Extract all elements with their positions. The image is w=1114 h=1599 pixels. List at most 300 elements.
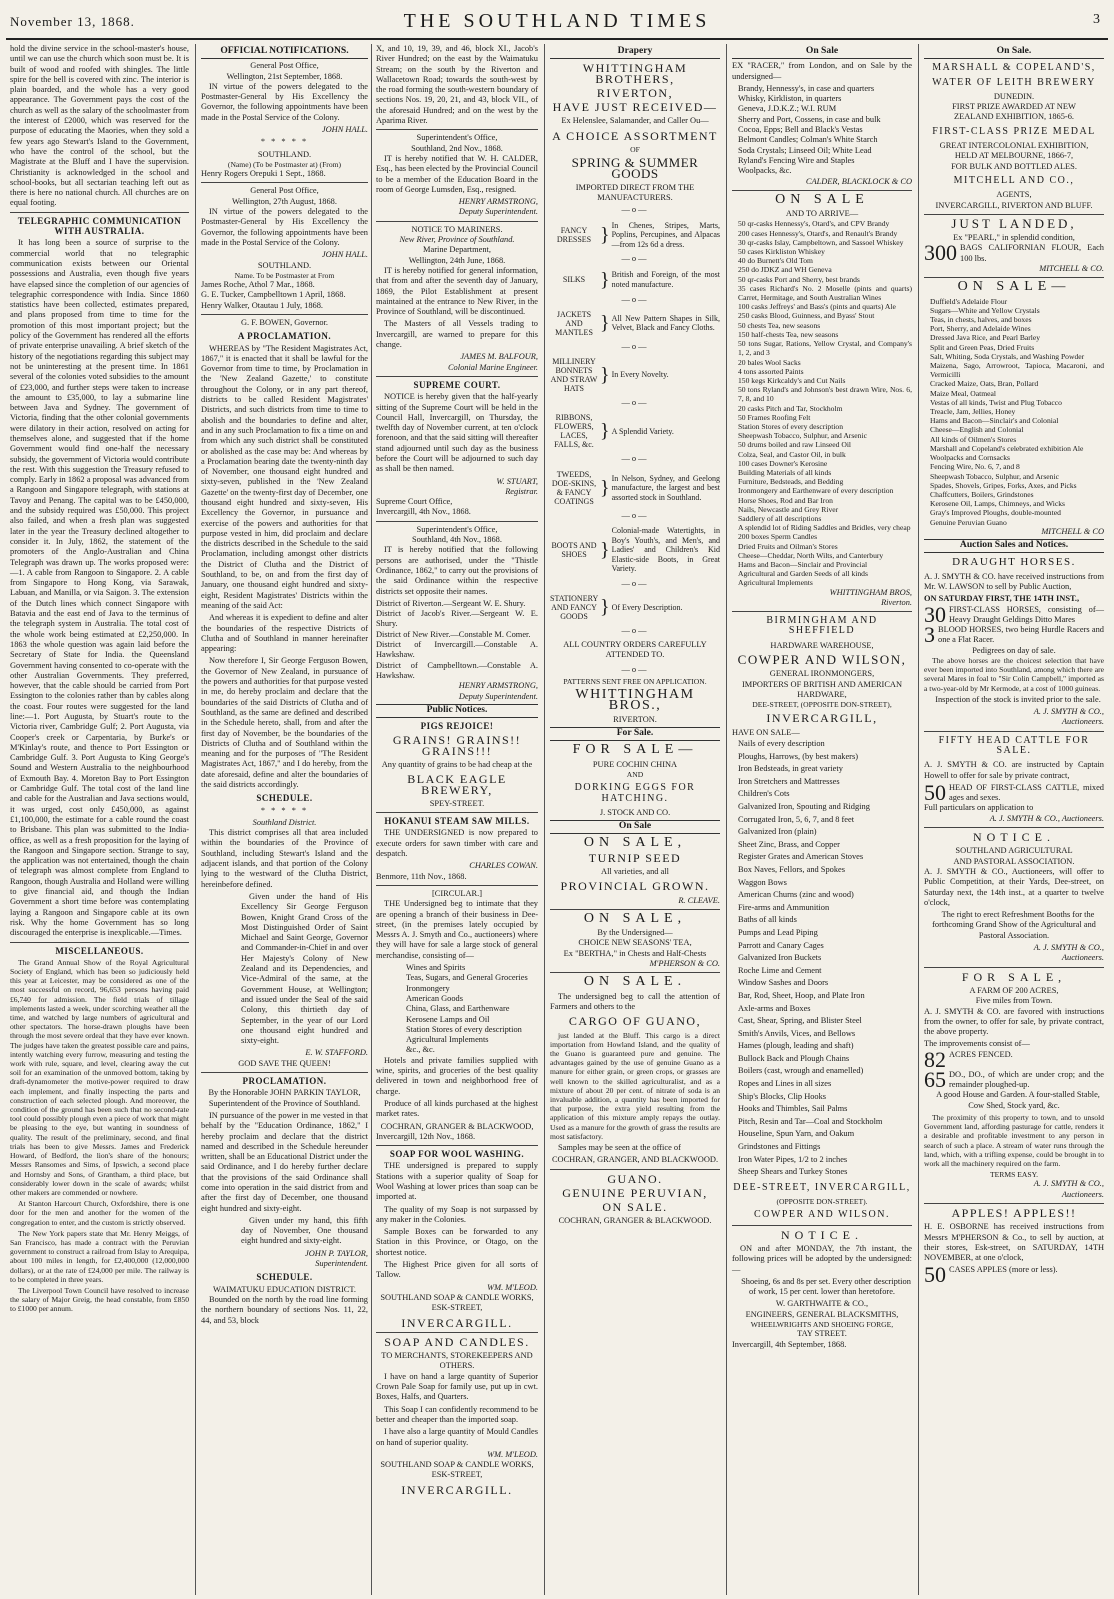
advert-signature-title: Auctioneers.	[1061, 953, 1104, 963]
masthead-rule	[6, 38, 1108, 40]
list-item: District of Jacob's River.—Sergeant W. E. Shury.	[376, 609, 538, 629]
list-item: Sheepwash Tobacco, Sulphur, and Arsenic	[738, 431, 867, 441]
proclamation-subheading: By the Honorable JOHN PARKIN TAYLOR, Superintendent of the Province of Southland.	[208, 1088, 361, 1108]
advert-signature: COCHRAN, GRANGER, AND BLACKWOOD.	[551, 1155, 719, 1165]
list-item: Parrott and Canary Cages	[738, 940, 824, 950]
notice-date: Wellington, 27th August, 1868.	[232, 196, 337, 206]
list-item: MILLINERY BONNETS AND STRAW HATS } In Every Novelty.	[550, 357, 669, 394]
section-heading: Auction Sales and Notices.	[924, 539, 1104, 553]
notice-signature: W. STUART,	[496, 476, 538, 486]
advert-text: HAVE ON SALE—	[732, 727, 800, 737]
notice-place: SOUTHLAND.	[257, 149, 312, 159]
advert-text: This Soap I can confidently recommend to be better and cheaper than the imported soap.	[376, 1404, 538, 1424]
divider	[924, 967, 1104, 968]
advert-signature: M'PHERSON & CO.	[649, 959, 720, 969]
advert-headline: FIFTY HEAD CATTLE FOR SALE.	[938, 734, 1090, 756]
article-text: The Grand Annual Show of the Royal Agricultural Society of England, which has been so judiciously held this year at Leicester, may be considered as one of the most successful on record, 96,653 persons having paid £6,740 for admission. The field trials of tillage implements lasted a week, under scorching weather all the time, and watched by large numbers of agricultural and other spectators. The horse-drawn ploughs have been through the most severe ordeal that they have ever known. The judges have taken the greatest possible care and pains, intently watching every furrow, measuring and testing the work with rule, square, and level, clearing away the cut soil for an examination of the unmoved bottom, taking by draft-dynamometer the motive-power required to draw each implement, and finally inspecting the parts and construction of each selected plough. And moreover, the condition of the ground has been such that no second-rate tool could possibly plough even a piece of work that might be pleasing to the eye, but wanting in soundness of quality. The result of the preliminary, second, and final trials has been to give Messrs. James and Frederick Howard, of Bedford, the lion's share of the honours; Messrs Ransomes and Sims, of Ipswich, a second place and Hornsby and Sons, of Grantham, a third place, but considerably lower down in the scale of awards; whilst other makers are commended or nowhere.	[10, 957, 189, 1197]
divider	[376, 521, 538, 522]
list-item: Port, Sherry, and Adelaide Wines	[930, 324, 1031, 334]
advert-text: By the Undersigned—	[597, 928, 673, 938]
notice-place: SOUTHLAND.	[257, 260, 312, 270]
column-1	[6, 44, 193, 1595]
advert-text: PATTERNS SENT FREE ON APPLICATION.	[563, 677, 707, 687]
quantity: 50	[924, 779, 946, 805]
list-item: Furniture, Bedsteads, and Bedding	[738, 477, 844, 487]
divider	[376, 1145, 538, 1146]
list-item: Nails of every description	[738, 739, 825, 749]
advert-signature-title: Auctioneers.	[1061, 717, 1104, 727]
divider	[10, 212, 189, 213]
notice-date: Wellington, 24th June, 1868.	[408, 255, 506, 265]
advert-headline: NOTICE.	[781, 1227, 863, 1242]
list-item: Salt, Whiting, Soda Crystals, and Washing Powder	[930, 351, 1085, 361]
list-item: 250 do JDKZ and WH Geneva	[738, 265, 832, 275]
list-item: Ropes and Lines in all sizes	[738, 1079, 832, 1089]
advert-firm: MITCHELL AND CO.,	[953, 174, 1075, 186]
advert-text: A. J. SMYTH & CO. have received instructions from Mr. W. LAWSON to sell by Public Auction,	[924, 571, 1104, 591]
advert-text: WHEELWRIGHTS AND SHOEING FORGE,	[750, 1320, 894, 1329]
list-item: Waggon Bows	[738, 877, 787, 887]
advert-text: GENERAL IRONMONGERS,	[769, 669, 875, 679]
advert-signature: COCHRAN, GRANGER & BLACKWOOD.	[558, 1216, 712, 1226]
advert-heading: PIGS REJOICE!	[420, 721, 494, 732]
list-item: Galvanized Iron (plain)	[738, 827, 817, 837]
list-item: District of Riverton.—Sergeant W. E. Shury.	[376, 598, 526, 608]
notice-date: Wellington, 21st September, 1868.	[226, 71, 343, 81]
list-item: STATIONERY AND FANCY GOODS } Of Every Description.	[550, 593, 683, 621]
advert-headline: ON SALE,	[583, 835, 687, 851]
advert-text: A good House and Garden. A four-stalled Stable, Cow Shed, Stock yard, &c.	[936, 1090, 1100, 1110]
advert-date: Benmore, 11th Nov., 1868.	[376, 871, 467, 881]
advert-text: AND	[626, 770, 644, 780]
advert-firm: MARSHALL & COPELAND'S,	[932, 62, 1096, 74]
advert-firm: WHITTINGHAM BROS.,	[575, 687, 695, 713]
list-item: Maize Meal, Oatmeal	[930, 388, 996, 398]
list-item: Iron Stretchers and Mattresses	[738, 776, 840, 786]
divider	[10, 942, 189, 943]
list-item: RIBBONS, FLOWERS, LACES, FALLS, &c. } A Splendid Variety.	[554, 413, 674, 450]
list-item: 200 cases Hennessy's, Otard's, and Renault's Brandy	[738, 228, 898, 238]
advert-text: HEAD OF FIRST-CLASS CATTLE, mixed ages and sexes.	[949, 782, 1104, 803]
issue-date: November 13, 1868.	[10, 14, 135, 29]
advert-headline: ON SALE—	[957, 279, 1071, 295]
advert-signature: MITCHELL & CO.	[1039, 264, 1104, 274]
advert-address: SPEY-STREET.	[429, 798, 485, 808]
advert-signature: A. J. SMYTH & CO.,	[1033, 1179, 1104, 1189]
divider	[201, 314, 368, 315]
list-item: Woolpacks and Cornsacks	[930, 453, 1010, 463]
list-item: Treacle, Jam, Jellies, Honey	[930, 407, 1016, 417]
section-heading: OFFICIAL NOTIFICATIONS.	[201, 46, 368, 59]
list-item: Agricultural Implements	[738, 578, 813, 588]
list-item: District of Invercargill.—Constable A. Hawkshaw.	[376, 640, 538, 660]
advert-text: I have also a large quantity of Mould Candles on hand of superior quality.	[376, 1427, 538, 1447]
quantity: 3	[924, 622, 935, 648]
advert-text: Ex "PEARL," in splendid condition,	[953, 233, 1075, 243]
list-item: China, Glass, and Earthenware	[406, 1004, 510, 1014]
article-continuation: hold the divine service in the school-master's house, until we can use the church which soon must be. It is built of wood and roofed with shingles. The little spire for the bell is covered with zinc. The interior is plain boarded, and the whole has a very good appearance. The Government pays the cost of the church as well as the salary of the schoolmaster from the interest of £2000, which was reserved for the purpose of educating the Maories, when they sold a few years ago Stewart's Island to the Government, who have the control of the school, but the Magistrate at the Bluff and I have the supervision. Christianity is acknowledged in the school and school-books, but all sectarian teaching left out as there is here no national church. All churches are on equal footing.	[10, 44, 189, 208]
list-item: Colza, Seal, and Castor Oil, in bulk	[738, 449, 846, 459]
column-4	[546, 44, 724, 1595]
list-item: Fencing Wire, No. 6, 7, and 8	[930, 462, 1020, 472]
advert-address: DEE-STREET, (OPPOSITE DON-STREET),	[752, 700, 892, 710]
advert-text: The undersigned beg to call the attention of Farmers and others to the	[550, 991, 720, 1011]
advert-signature: WM. M'LEOD.	[487, 1282, 538, 1292]
list-item: Ryland's Fencing Wire and Staples	[738, 155, 855, 165]
separator: —o—	[621, 454, 649, 464]
notice-office: Supreme Court Office,	[376, 497, 453, 507]
advert-town: INVERCARGILL,	[766, 711, 878, 726]
advert-text: EX "RACER," from London, and on Sale by the undersigned—	[732, 61, 912, 81]
list-item: 40 do Burnett's Old Tom	[738, 256, 813, 266]
advert-headline: SPRING & SUMMER GOODS	[571, 155, 699, 181]
advert-firm: WHITTINGHAM BROTHERS,	[582, 61, 688, 86]
advert-text: Pedigrees on day of sale.	[972, 645, 1056, 655]
advert-town: RIVERTON.	[613, 714, 657, 724]
list-item: Sheepwash Tobacco, Sulphur, and Arsenic	[930, 471, 1059, 481]
advert-headline: TURNIP SEED	[588, 850, 682, 865]
list-item: SILKS } British and Foreign, of the most noted manufacture.	[562, 268, 720, 291]
proclamation-text: IN pursuance of the power in me vested in that behalf by the "Education Ordinance, 1862," I hereby proclaim and declare that the district named and described in the Schedule hereunder written, shall be an Educational District under the said Ordinance, and I do hereby further declare that the provisions of the said Ordinance shall come into operation in the said district from and after the first day of December, one thousand eight hundred and sixty-eight.	[201, 1110, 368, 1213]
notice-text: IN virtue of the powers delegated to the Postmaster-General by His Excellency the Governor, the following appointments have been made in the Postal Service of the Colony.	[201, 81, 368, 122]
separator: —o—	[621, 578, 649, 588]
advert-date: Invercargill, 12th Nov., 1868.	[376, 1131, 476, 1141]
advert-headline: FIRST-CLASS PRIZE MEDAL	[932, 125, 1096, 137]
advert-date: Invercargill, 4th September, 1868.	[732, 1339, 847, 1349]
advert-firm: BLACK EAGLE BREWERY,	[407, 772, 507, 797]
notice-text: IT is hereby notified for general information, that from and after the seventh day of January, 1869, the Pilot Establishment at present maintained at the entrance to New River, in the Province of Southland, will be discontinued.	[376, 265, 538, 317]
advert-subheading: TO MERCHANTS, STOREKEEPERS AND OTHERS.	[381, 1351, 533, 1371]
list-item: Cheese—English and Colonial	[930, 425, 1024, 435]
advert-text: BAGS CALIFORNIAN FLOUR, Each 100 lbs.	[960, 243, 1104, 263]
proclamation-text: And whereas it is expedient to define and alter the boundaries of the respective Districts of Clutha and of Southland in manner hereinafter appearing:	[201, 613, 368, 654]
advert-text: A FARM OF 200 ACRES,	[969, 985, 1059, 995]
list-item: 35 cases Richard's No. 2 Moselle (pints and quarts) Carret, Hermitage, and South Australian Wines	[738, 283, 912, 303]
list-item: BOOTS AND SHOES } Colonial-made Watertights, in Boy's Youth's, and Men's, and Ladies' and Children's Kid Elastic-side Boots, in Great Variety.	[551, 526, 720, 574]
article-text: It has long been a source of surprise to the commercial world that no telegraphic communication exists between our Oriental possessions and Australia, even though five years have elapsed since the completion of our agencies of telegraphic correspondence with India. Since 1860 statistics have been collected, estimates prepared, and plans proposed from time to time for the promotion of this most important project; but the policy of the Government has rendered all the efforts of private enterprise unavailing. A brief sketch of the history of the negotiations regarding this subject may not be uninteresting at the present time. In 1861 several of the colonies voted subsidies to the amount of £23,000, and further steps were taken to increase the amount to £35,000, to lay a submarine line between Java and Sydney. The government of Victoria, finding that the other colonial governments were dilatory in their action, resolved on acting for themselves alone, and suggested that if the home Government would find one-half the necessary subsidy, the government of Victoria would contribute the rest. With this suggestion the Treasury refused to comply. Early in 1862 a proposal was advanced from a Rangoon and Singapore telegraph, with stations at Tavoy and Penang. The capital was to be £450,000, and the subsidy required was £50,000. This project also failed, and when a fresh plan was suggested later in the year the Treasury declined altogether to consider it. In July, 1862, the statement of the promoters of the Anglo-Australian and China Telegraph was drawn up. The works proposed were:—1. A cable from Rangoon to Singapore. 2. A cable from Singapore to Hong Kong, via Sarawak, Labuan, and Manilla, or via Saigon. 3. The extension of the Dutch lines which connect Singapore with Batavia and the east end of Java to the terminus of the telegraph system in Australia. The total cost of the whole work being estimated at £2,250,000. In 1863 the whole question was again laid before the Secretary of State for India. the Queensland Government having consented to co-operate with the other Australian Governments. They preferred, however, that the cable should be carried from Port Essington to the colonies rather than by cables along the coast. Four routes were suggested for the land line:—1. Port Augusta, by Stuart's route to the Victoria river, Cambridge Gulf; 2. Port Augusta, via Cooper's creek or Carpentaria, by Burke's or M'Kinlay's route, and thence to Port Essington or Cambridge Gulf. 3. Port Augusta to King George's Sound and Western Australia to the neighbourhood of Exmouth Bay. 4. Moreton Bay to Port Essington or Cambridge Gulf. The total cost of the land line and cable for the Australian and Java sections would, it was urged, cost only £450,000, as against £1,100,000, the estimate for a cable round the coast to Brisbane. This plan was submitted to the India-office, as well as a fresh proposition for the laying of the Rangoon and Singapore section. Strange to say, the application was not entertained, though the chain of telegraph was almost complete from England to Rangoon, though Australia and Holland were willing to give financial aid, and though the Indian Government a short time before was contemplating laying a Rangoon and Singapore cable at its own risk. Why the home Government has so long discouraged the enterprise is inexplicable.—Times.	[10, 238, 189, 938]
list-item: Teas, in chests, halves, and boxes	[930, 315, 1032, 325]
advert-text: Ex Helenslee, Salamander, and Caller Ou—	[561, 116, 709, 126]
list-item: Hams and Bacon—Sinclair and Provincial	[738, 559, 868, 569]
separator: —o—	[621, 294, 649, 304]
advert-firm: SOUTHLAND SOAP & CANDLE WORKS,	[380, 1292, 534, 1302]
notice-office: General Post Office,	[250, 61, 319, 71]
separator: —o—	[621, 398, 649, 408]
notice-signature-title: Deputy Superintendent.	[458, 207, 538, 217]
advert-town: DUNEDIN.	[993, 91, 1035, 101]
advert-text: ON and after MONDAY, the 7th instant, the following prices will be adopted by the undersigned:—	[732, 1243, 912, 1274]
list-item: Hams and Bacon—Sinclair's and Colonial	[930, 416, 1059, 426]
proclamation-text: Now therefore I, Sir George Ferguson Bowen, the Governor of New Zealand, in pursuance of the powers and authorities for that purpose vested in me, do hereby proclaim and declare that the boundaries of the said Districts of Clutha and of Southland, as the same are defined and described in the Schedule hereto, shall, from and after the first day of November, be the boundaries of the Districts of Clutha and of Southland within the meaning and for the purposes of "The Resident Magistrates Act, 1867," and I do hereby, from the date aforesaid, define and alter the boundaries of the said districts accordingly.	[201, 656, 368, 789]
notice-text: The Masters of all Vessels trading to Invercargill, are warned to prepare for this change.	[376, 319, 538, 350]
advert-text: A. J. SMYTH & CO., Auctioneers, will offer to Public Competition, at their Yards, Dee-street, on Saturday next, the 14th inst., at a quarter to twelve o'clock,	[924, 866, 1104, 907]
notice-date: Southland, 4th Nov., 1868.	[412, 535, 502, 545]
column-5	[728, 44, 916, 1595]
advert-firm: COWPER AND WILSON,	[737, 652, 907, 668]
divider	[924, 277, 1104, 278]
list-item: Geneva, J.D.K.Z.; W.I. RUM	[738, 104, 837, 114]
article-heading: MISCELLANEOUS.	[55, 945, 144, 956]
divider	[732, 190, 912, 191]
proclamation-text: WHEREAS by "The Resident Magistrates Act, 1867," it is enacted that it shall be lawful for the Governor from time to time, by Proclamation in the 'New Zealand Gazette,' to constitute throughout the Colony, or in any part thereof, districts to be called Resident Magistrates' Districts, and such districts from time to time to abolish and the boundaries to define and alter, and in any such Proclamation to fix a time on and from which any such district shall be constituted or abolished as the case may be: And whereas by a Proclamation bearing date the twenty-ninth day of November, one thousand eight hundred and sixty-seven, published in the 'New Zealand Gazette' on the twenty-first day of December, one thousand eight hundred and sixty-seven, His Excellency the Governor, in pursuance and exercise of the powers and authorities for that purpose vested in him, did proclaim and declare the districts described in the Schedule to the said Proclamation, including amongst other districts the District of Clutha and the District of Southland, to be, on and from the first day of January, one thousand eight hundred and sixty-eight, Resident Magistrates' Districts within the meaning of the said Act:	[201, 343, 368, 610]
list-item: Nails, Newcastle and Grey River	[738, 504, 839, 514]
article-text: At Stanton Harcourt Church, Oxfordshire, there is one door for the men and another for the women of the congregation to enter, and the custom is strictly observed.	[10, 1199, 189, 1227]
section-heading: For Sale.	[550, 727, 720, 741]
advert-text: ACRES FENCED.	[949, 1049, 1013, 1059]
quantity: 300	[924, 240, 957, 266]
advert-text: DO., DO., of which are under crop; and the remainder ploughed-up.	[949, 1069, 1104, 1089]
list-item: Maizena, Sago, Arrowroot, Tapioca, Macaroni, and Vermicilli	[930, 361, 1104, 380]
column-rule	[544, 44, 545, 1595]
advert-text: ENGINEERS, GENERAL BLACKSMITHS,	[745, 1309, 899, 1319]
proclamation-heading: PROCLAMATION.	[242, 1076, 327, 1087]
advert-headline: GENUINE PERUVIAN,	[562, 1185, 708, 1200]
advert-text: Any quantity of grains to be had cheap at the	[381, 760, 533, 769]
list-item: Soda Crystals; Linseed Oil; White Lead	[738, 145, 872, 155]
list-item: Ship's Blocks, Clip Hooks	[738, 1091, 827, 1101]
list-item: 50 tons Sugar, Rations, Yellow Crystal, and Company's 1, 2, and 3	[738, 339, 912, 358]
notice-subheading: New River, Province of Southland.	[399, 235, 515, 245]
notice-text: IT is hereby notified that W. H. CALDER, Esq., has been elected by the Provincial Council to be a member of the Education Board in the room of George Lumsden, Esq., resigned.	[376, 153, 538, 194]
notice-signature: JOHN HALL.	[321, 125, 368, 135]
divider	[376, 812, 538, 813]
list-item: Chaffcutters, Boilers, Grindstones	[930, 489, 1034, 499]
advert-headline: A CHOICE ASSORTMENT	[552, 128, 718, 143]
advert-text: FIRST-CLASS HORSES, consisting of— Heavy Draught Geldings Ditto Mares	[949, 604, 1104, 624]
advert-text: HARDWARE WAREHOUSE,	[770, 640, 874, 650]
advert-town: INVERCARGILL.	[401, 1482, 513, 1497]
list-item: Galvanized Iron Buckets	[738, 953, 822, 963]
advert-text: Samples may be seen at the office of	[558, 1143, 681, 1152]
table-row: G. E. Tucker, Campbelltown 1 April, 1868.	[201, 290, 346, 300]
advert-text: ALL COUNTRY ORDERS CAREFULLY ATTENDED TO.	[563, 640, 707, 660]
notice-date: Southland, 2nd Nov., 1868.	[411, 143, 503, 153]
list-item: Genuine Peruvian Guano	[930, 517, 1007, 527]
advert-text: INVERCARGILL, RIVERTON AND BLUFF.	[935, 200, 1093, 210]
advert-address: ESK-STREET,	[431, 1470, 483, 1480]
advert-signature-title: Auctioneers.	[1061, 1189, 1104, 1199]
list-item: Hooks and Thimbles, Sail Palms	[738, 1104, 848, 1114]
proclamation-given: Given under my hand, this fifth day of November, One thousand eight hundred and sixty-eight.	[241, 1215, 368, 1246]
notice-office: Superintendent's Office,	[416, 524, 498, 534]
list-item: Hames (plough, leading and shaft)	[738, 1041, 854, 1051]
list-item: 20 casks Pitch and Tar, Stockholm	[738, 403, 843, 413]
advert-text: SOUTHLAND AGRICULTURAL	[955, 846, 1073, 856]
notice-office: Marine Department,	[423, 245, 491, 255]
list-item: District of Campbelltown.—Constable A. Hawkshaw.	[376, 660, 538, 680]
list-item: Marshall and Copeland's celebrated exhibition Ale	[930, 443, 1084, 453]
table-row: Henry Walker, Otautau 1 July, 1868.	[201, 300, 324, 310]
notice-text: IN virtue of the powers delegated to the Postmaster-General by His Excellency the Governor, the following appointments have been made in the Postal Service of the Colony.	[201, 207, 368, 247]
column-rule	[918, 44, 919, 1595]
list-item: Grindstones and Fittings	[738, 1142, 821, 1152]
article-text: The Liverpool Town Council have resolved to increase the salary of Major Greig, the head constable, from £850 to £1000 per annum.	[10, 1285, 189, 1314]
divider	[550, 972, 720, 973]
list-item: Kerosene Oil, Lamps, Chimneys, and Wicks	[930, 499, 1065, 509]
column-2	[197, 44, 372, 1595]
divider	[924, 1203, 1104, 1204]
advert-headline: HAVE JUST RECEIVED—	[552, 100, 718, 115]
article-heading: TELEGRAPHIC COMMUNICATION WITH AUSTRALIA.	[17, 215, 182, 237]
advert-headline: ON SALE	[775, 191, 869, 207]
notice-date: Invercargill, 4th Nov., 1868.	[376, 507, 471, 517]
list-item: Boilers (cast, wrough and enamelled)	[738, 1066, 864, 1076]
list-item: Pumps and Lead Piping	[738, 927, 818, 937]
divider	[376, 376, 538, 377]
list-item: Bullock Back and Plough Chains	[738, 1053, 850, 1063]
notice-text: NOTICE is hereby given that the half-yearly sitting of the Supreme Court will be held in the Council Hall, Invercargill, on Thursday, the twelfth day of November current, at ten o'clock forenoon, and that the said sitting will thereafter stand adjourned until such day as the business before the Court will be adjourned to such day as shall be then named.	[376, 392, 538, 474]
advert-headline: ON SALE.	[583, 974, 687, 990]
divider	[550, 1169, 720, 1170]
advert-town: Riverton.	[881, 597, 912, 607]
list-item: Smith's Anvils, Vices, and Bellows	[738, 1028, 856, 1038]
schedule-text: Bounded on the north by the road line forming the northern boundary of sections Nos. 11, 22, 44, and 53, block	[201, 1294, 368, 1325]
advert-signature: CALDER, BLACKLOCK & CO	[805, 176, 912, 186]
advert-text: The above horses are the choicest selection that have ever been imported into Southland, among which there are several Mares in foal to "Sir Colin Campbell," imported as a two-year-old by Mr Kermode, at a cost of 1000 guineas.	[924, 655, 1104, 693]
advert-text: Hotels and private families supplied with wine, spirits, and groceries of the best quality delivered in town and neighborhood free of charge.	[376, 1055, 538, 1096]
advert-heading: HOKANUI STEAM SAW MILLS.	[384, 816, 530, 827]
advert-headline: ON SALE,	[583, 910, 687, 926]
list-item: Spades, Shovels, Gripes, Forks, Axes, and Picks	[930, 480, 1077, 490]
advert-text: HARDWARE,	[797, 689, 847, 699]
list-item: 50 cases Kirkliston Whiskey	[738, 247, 825, 257]
advert-address: (OPPOSITE DON-STREET).	[776, 1197, 868, 1207]
notice-signature: JAMES M. BALFOUR,	[460, 352, 538, 362]
list-item: Box Naves, Fellors, and Spokes	[738, 864, 846, 874]
section-heading: On Sale	[732, 46, 912, 59]
list-item: 50 Frames Roofing Felt	[738, 412, 811, 422]
governor-name: G. F. BOWEN, Governor.	[240, 317, 329, 327]
list-item: 100 cases Downer's Kerosine	[738, 458, 828, 468]
advert-text: PURE COCHIN CHINA	[592, 759, 678, 769]
list-item: Brandy, Hennessy's, in case and quarters	[738, 83, 875, 93]
notice-signature-title: Registrar.	[505, 486, 538, 496]
separator: —o—	[621, 341, 649, 351]
advert-text: THE Undersigned beg to intimate that they are opening a branch of their business in Dee-street, (in the premises lately occupied by Messrs A. J. Smyth and Co., auctioneers) where they will have for sale a large stock of general merchandise, consisting of—	[376, 899, 538, 960]
advert-headline: WATER OF LEITH BREWERY	[932, 76, 1096, 88]
list-item: Building Materials of all kinds	[738, 467, 832, 477]
divider	[376, 1332, 538, 1333]
list-item: Ploughs, Harrows, (by best makers)	[738, 751, 859, 761]
list-item: Cast, Shear, Spring, and Blister Steel	[738, 1016, 862, 1026]
list-item: Register Grates and American Stoves	[738, 852, 864, 862]
advert-text: OF	[630, 145, 640, 155]
list-item: Roche Lime and Cement	[738, 965, 822, 975]
section-heading: On Sale	[550, 820, 720, 834]
list-item: Station Stores of every description	[406, 1024, 522, 1034]
quantity: 65	[924, 1066, 946, 1092]
schedule-title: WAIMATUKU EDUCATION DISTRICT.	[213, 1284, 356, 1294]
list-item: Station Stores of every description	[738, 421, 844, 431]
advert-headline: DORKING EGGS FOR HATCHING.	[574, 782, 696, 804]
notice-signature: HENRY ARMSTRONG,	[458, 681, 538, 691]
quantity: 30	[924, 601, 946, 627]
list-item: Pitch, Resin and Tar—Coal and Stockholm	[738, 1116, 883, 1126]
advert-text: I have on hand a large quantity of Superior Crown Pale Soap for family use, put up in cwt. Boxes, Halfs, and Quarters.	[376, 1371, 538, 1402]
advert-date: ON SATURDAY FIRST, THE 14TH INST.,	[924, 594, 1080, 604]
advert-text: AGENTS,	[996, 190, 1032, 200]
list-item: Iron Water Pipes, 1/2 to 2 inches	[738, 1154, 848, 1164]
advert-headline: NOTICE.	[973, 830, 1055, 845]
advert-text: Ex "BERTHA," in Chests and Half-Chests	[563, 948, 707, 958]
advert-heading: SOAP FOR WOOL WASHING.	[389, 1149, 525, 1160]
quantity: 50	[924, 1262, 946, 1288]
list-item: Galvanized Iron, Spouting and Ridging	[738, 802, 870, 812]
list-item: Vestas of all kinds, Twist and Plug Tobacco	[930, 397, 1062, 407]
advert-text: All varieties, and all	[601, 867, 669, 876]
list-item: Ironmongery	[406, 983, 450, 993]
advert-text: The proximity of this property to town, and to unsold Government land, affording pasturage for cattle, renders it a desirable and profitable investment to any person in search of such a place. A stream of water runs through the land, which, with a trifling expense, could be brought in to work all the machinery required on the farm.	[924, 1112, 1104, 1168]
table-row: James Roche, Athol 7 Mar., 1868.	[201, 280, 315, 290]
advert-text: HELD AT MELBOURNE, 1866-7,	[954, 151, 1074, 161]
divider	[376, 221, 538, 222]
advert-text: The Highest Price given for all sorts of Tallow.	[376, 1260, 538, 1280]
list-item: 4 tons assorted Paints	[738, 366, 804, 376]
proclamation-signature: E. W. STAFFORD.	[305, 1048, 368, 1058]
advert-headline: APPLES! APPLES!!	[951, 1205, 1077, 1220]
schedule-subheading: Southland District.	[252, 817, 317, 827]
list-item: Whisky, Kirkliston, in quarters	[738, 94, 842, 104]
divider	[924, 214, 1104, 215]
column-6	[920, 44, 1108, 1595]
column-rule	[726, 44, 727, 1595]
list-item: All kinds of Oilmen's Stores	[930, 434, 1017, 444]
notice-signature: JOHN HALL.	[321, 250, 368, 260]
list-item: 200 boxes Sperm Candles	[738, 532, 818, 542]
list-item: Horse Shoes, Rod and Bar Iron	[738, 495, 833, 505]
list-item: Axle-arms and Boxes	[738, 1003, 811, 1013]
list-item: Woolpacks, &c.	[738, 166, 792, 176]
separator: —o—	[621, 205, 649, 215]
advert-signature: WHITTINGHAM BROS,	[829, 587, 912, 597]
advert-text: CHOICE NEW SEASONS' TEA,	[578, 938, 692, 948]
divider	[924, 731, 1104, 732]
notice-signature: HENRY ARMSTRONG,	[458, 197, 538, 207]
advert-text: Shoeing, 6s and 8s per set. Every other description of work, 15 per cent. lower than heretofore.	[741, 1276, 911, 1297]
schedule-heading: SCHEDULE.	[256, 793, 313, 804]
list-item: Corrugated Iron, 5, 6, 7, and 8 feet	[738, 814, 855, 824]
advert-text: H. E. OSBORNE has received instructions from Messrs M'PHERSON & Co., to sell by auction, at their stores, Esk-street, on SATURDAY, 14TH NOVEMBER, at one o'clock,	[924, 1222, 1104, 1263]
article-text: The New York papers state that Mr. Henry Meiggs, of San Francisco, has made a contract with the Peruvian government to construct a railroad from Islay to Arequipa, about 100 miles in length, for £2,400,000 (12,000,000 dollars), or at the rate of £24,000 per mile. The railway is to be completed in three years.	[10, 1228, 189, 1284]
advert-text: Five miles from Town.	[975, 996, 1053, 1006]
list-item: 100 casks Jeffreys' and Bass's (pints and quarts) Ale	[738, 302, 896, 312]
separator: * * * * *	[260, 805, 309, 815]
advert-text: Sample Boxes can be forwarded to any Station in this Province, or Otago, on the shortest notice.	[376, 1227, 538, 1257]
proclamation-given: Given under the hand of His Excellency Sir George Ferguson Bowen, Knight Grand Cross of the Most Distinguished Order of Saint Michael and Saint George, Governor and Commander-in-Chief in and over Her Majesty's Colony of New Zealand and its Dependencies, and Vice-Admiral of the same, at the Government House, at Wellington; and issued under the Seal of the said Colony, this thirtieth day of September, in the year of our Lord one thousand eight hundred and sixty-eight.	[241, 891, 368, 1046]
advert-address: ESK-STREET,	[431, 1303, 483, 1313]
divider	[376, 129, 538, 130]
list-item: Houseline, Spun Yarn, and Oakum	[738, 1129, 855, 1139]
advert-text: FIRST PRIZE AWARDED AT NEW	[952, 102, 1076, 112]
advert-text: Full particulars on application to	[924, 803, 1034, 813]
list-item: A splendid lot of Riding Saddles and Bridles, very cheap	[738, 523, 911, 533]
list-item: Saddlery of all descriptions	[738, 513, 822, 523]
advert-headline: BIRMINGHAM AND SHEFFIELD	[766, 615, 878, 637]
advert-text: Produce of all kinds purchased at the highest market rates.	[376, 1098, 538, 1119]
notice-signature-title: Colonial Marine Engineer.	[447, 362, 538, 372]
list-item: American Goods	[406, 993, 463, 1003]
advert-firm: COWPER AND WILSON.	[754, 1209, 890, 1221]
list-item: 150 half-chests Tea, new seasons	[738, 329, 839, 339]
advert-heading: [CIRCULAR.]	[431, 888, 483, 898]
list-item: Cocoa, Epps; Bell and Black's Vestas	[738, 125, 863, 135]
list-item: TWEEDS, DOE-SKINS, & FANCY COATINGS } In Nelson, Sydney, and Geelong manufacture, the largest and best assorted stock in Southland.	[551, 469, 720, 506]
list-item: JACKETS AND MANTLES } All New Pattern Shapes in Silk, Velvet, Black and Fancy Cloths.	[555, 309, 720, 337]
advert-headline: JUST LANDED,	[951, 215, 1077, 231]
advert-headline: FOR SALE—	[572, 742, 698, 758]
advert-text: MANUFACTURERS.	[597, 193, 673, 203]
schedule-text: This district comprises all that area included within the boundaries of the Province of Southland, including Stewart's Island and the adjacent islands, and that portion of the Colony lying to the westward of the Clutha District, hereinbefore defined.	[201, 828, 368, 889]
